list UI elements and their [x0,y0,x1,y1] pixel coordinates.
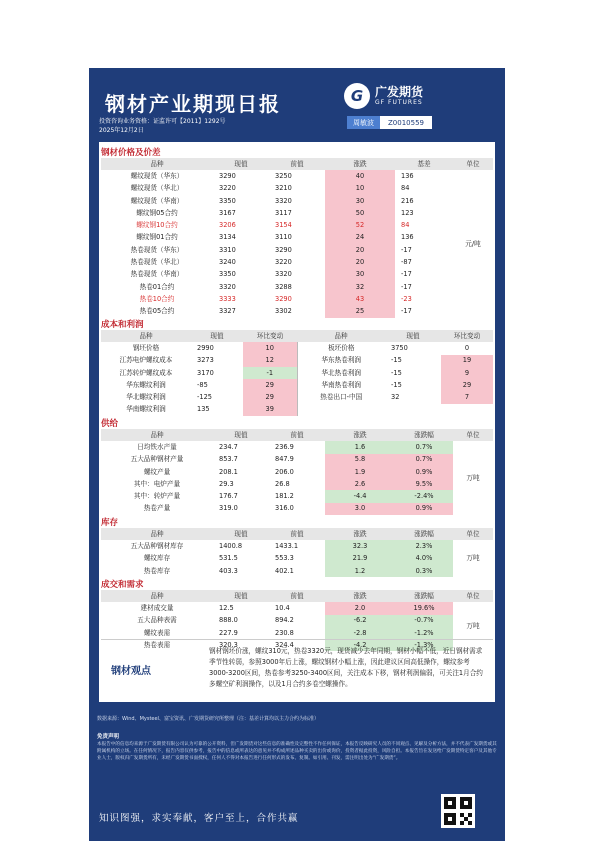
change-value: 25 [325,306,395,318]
table-row [101,490,493,502]
analyst-code: Z0010559 [380,116,432,129]
table-row [101,342,493,354]
change-value: 21.9 [325,553,395,565]
column-header: 单位 [453,528,493,540]
column-header: 涨跌 [325,590,395,602]
previous-value: 3320 [275,270,292,279]
item-change: -1 [243,367,297,379]
current-value: 3333 [219,294,236,303]
table-row [101,379,493,391]
change-pct: 0.3% [395,565,453,577]
current-value: 3350 [219,270,236,279]
item-name: 江苏电炉螺纹成本 [119,356,173,365]
change-value: 43 [325,293,395,305]
column-header: 现值 [213,158,269,170]
table-header-row [101,158,493,170]
table-row [101,355,493,367]
item-value: -15 [391,380,402,389]
current-value: 29.3 [219,479,234,488]
analyst-code-box [347,116,432,129]
current-value: 853.7 [219,455,238,464]
item-value: 3273 [197,356,214,365]
column-header: 品种 [297,330,385,342]
change-value: 30 [325,269,395,281]
current-value: 3206 [219,221,236,230]
previous-value: 230.8 [275,628,294,637]
current-value: 531.5 [219,554,238,563]
table-row [101,306,493,318]
change-pct: 0.9% [395,466,453,478]
basis-value: 84 [401,184,410,193]
column-header: 单位 [453,429,493,441]
qr-code-icon[interactable] [441,794,475,828]
row-name: 五大品种钢材库存 [130,541,184,550]
company-slogan: 知识图强，求实奉献，客户至上，合作共赢 [99,813,299,824]
item-change: 29 [243,379,297,391]
basis-value: -17 [401,245,412,254]
company-logo [344,82,464,110]
row-name: 五大品种表需 [137,616,177,625]
column-header: 现值 [191,330,243,342]
column-header: 单位 [453,590,493,602]
previous-value: 3154 [275,221,292,230]
inventory-table [101,528,493,577]
table-row [101,367,493,379]
change-value: 50 [325,207,395,219]
column-header: 前值 [269,590,325,602]
current-value: 227.9 [219,628,238,637]
item-name: 热卷出口-中国 [297,391,385,403]
current-value: 3290 [219,171,236,180]
current-value: 3310 [219,245,236,254]
previous-value: 3117 [275,208,292,217]
item-value: -85 [197,380,208,389]
row-name: 其中：转炉产量 [133,492,181,501]
table-row [101,293,493,305]
basis-value: -23 [401,294,412,303]
row-name: 螺纹现货（华南） [130,196,184,205]
market-view-label: 钢材观点 [111,666,151,677]
row-name: 热卷01合约 [139,282,175,291]
previous-value: 3220 [275,258,292,267]
item-name: 华东螺纹利润 [126,380,166,389]
report-title: 钢材产业期现日报 [105,92,281,116]
table-row [101,627,493,639]
column-header: 涨跌 [325,429,395,441]
table-row [101,565,493,577]
row-name: 螺纹产量 [143,467,171,476]
row-name: 螺纹现货（华北） [130,184,184,193]
current-value: 3320 [219,282,236,291]
table-row [101,602,493,614]
current-value: 3240 [219,258,236,267]
basis-value: 136 [401,171,414,180]
change-value: 2.6 [325,478,395,490]
report-date: 2025年12月2日 [99,127,144,134]
change-value: 2.0 [325,602,395,614]
table-row [101,183,493,195]
column-header: 前值 [269,158,325,170]
change-pct: 0.7% [395,441,453,453]
row-name: 热卷表需 [143,640,171,649]
change-value: 1.6 [325,441,395,453]
item-name [297,404,385,416]
column-header: 前值 [269,528,325,540]
row-name: 螺纹钢01合约 [136,233,178,242]
row-name: 建材成交量 [140,603,174,612]
change-value: 24 [325,232,395,244]
table-header-row [101,429,493,441]
item-value: 3750 [391,343,408,352]
previous-value: 3320 [275,196,292,205]
current-value: 319.0 [219,504,238,513]
item-name: 华北螺纹利润 [126,393,166,402]
previous-value: 3290 [275,294,292,303]
table-row [101,466,493,478]
change-value: -4.4 [325,490,395,502]
column-header: 涨跌 [325,528,395,540]
report-page [89,68,505,841]
basis-value: -17 [401,282,412,291]
change-pct: -1.3% [395,639,453,651]
table-row [101,615,493,627]
item-value: 3170 [197,368,214,377]
previous-value: 3302 [275,307,292,316]
logo-icon: G [344,83,370,109]
row-name: 螺纹现货（华东） [130,171,184,180]
license-info: 投资咨询业务资格：证监许可【2011】1292号 [99,118,226,125]
item-name: 华北热卷利润 [297,367,385,379]
column-header: 涨跌幅 [395,528,453,540]
basis-value: 84 [401,221,410,230]
change-value: 5.8 [325,454,395,466]
item-value: -15 [391,368,402,377]
item-value: -125 [197,393,212,402]
table-row [101,219,493,231]
table-row [101,454,493,466]
row-name: 热卷库存 [143,566,171,575]
change-pct: 0.9% [395,503,453,515]
column-header: 品种 [101,330,191,342]
table-row [101,281,493,293]
row-name: 螺纹钢10合约 [136,221,178,230]
table-header-row [101,330,493,342]
item-change: 29 [441,379,493,391]
column-header: 前值 [269,429,325,441]
column-header: 品种 [101,429,213,441]
table-row [101,232,493,244]
previous-value: 181.2 [275,492,294,501]
row-name: 日均铁水产量 [137,442,177,451]
change-pct: -1.2% [395,627,453,639]
current-value: 3220 [219,184,236,193]
item-change: 39 [243,404,297,416]
prices-table [101,158,493,318]
current-value: 3327 [219,307,236,316]
market-view-text: 钢材钢坯价涨，螺纹310元，热卷3320元，现货减少去年同期，钢材小幅不低，近日钢材需求季节性转弱，参照3000年后上涨，螺纹钢材小幅上涨，因此建议区间高低操作，螺纹参考3000-3200区间，热卷参考3250-3400区间，关注成本下移，钢材利润偏弱，可关注1月合约多螺空矿利润操作，以及1月合约多卷空螺操作。 [209,647,483,688]
change-value: 52 [325,219,395,231]
column-header: 品种 [101,528,213,540]
row-name: 热卷产量 [143,504,171,513]
row-name: 螺纹表需 [143,628,171,637]
item-name: 江苏转炉螺纹成本 [119,368,173,377]
item-name: 钢坯价格 [132,343,160,352]
previous-value: 3250 [275,171,292,180]
market-view [101,639,493,695]
change-pct: 0.7% [395,454,453,466]
change-value: 20 [325,244,395,256]
disclaimer-text: 本报告中的信息均来源于广发期货有限公司认为可靠的公开资料，但广发期货对这些信息的准确性及完整性不作任何保证，本报告反映研究人员的不同观点、见解及分析方法，并不代表广发期货或其附属机构的立场。在任何情况下，报告内容仅供参考，报告中的信息或所表达的意见并不构成所述品种买卖的出价或询价，投资者据此投资，风险自担。本报告旨在发送给广发期货特定客户及其他专业人士，版权归广发期货所有，未经广发期货书面授权，任何人不得对本报告进行任何形式的发布、复制。如引用、刊发，需注明出处为“广发期货”。 [97,742,497,761]
previous-value: 236.9 [275,442,294,451]
change-value: 10 [325,183,395,195]
unit-label: 万吨 [466,554,480,563]
basis-value: 136 [401,233,414,242]
item-name: 板坯价格 [297,342,385,354]
basis-value: -17 [401,307,412,316]
change-pct: 19.6% [395,602,453,614]
current-value: 3350 [219,196,236,205]
previous-value: 894.2 [275,616,294,625]
basis-value: -87 [401,258,412,267]
previous-value: 316.0 [275,504,294,513]
column-header: 现值 [213,590,269,602]
section-title-cost: 成本和利润 [101,320,144,330]
table-row [101,404,493,416]
table-row [101,391,493,403]
report-card [99,142,495,702]
item-name: 华南螺纹利润 [126,405,166,414]
change-value: 32.3 [325,540,395,552]
change-pct: -2.4% [395,490,453,502]
table-row [101,207,493,219]
item-change: 7 [441,391,493,403]
column-header: 基差 [395,158,453,170]
column-header: 涨跌幅 [395,429,453,441]
column-header: 品种 [101,590,213,602]
item-value [385,404,441,416]
unit-label: 万吨 [466,622,480,631]
row-name: 五大品种钢材产量 [130,455,184,464]
cost-table [101,330,493,416]
item-value: 32 [391,393,400,402]
change-value: 30 [325,195,395,207]
change-value: 20 [325,256,395,268]
row-name: 热卷10合约 [139,294,175,303]
column-header: 涨跌幅 [395,590,453,602]
item-change: 12 [243,355,297,367]
item-name: 华东热卷利润 [297,355,385,367]
current-value: 1400.8 [219,541,243,550]
table-header-row [101,590,493,602]
item-change: 10 [243,342,297,354]
previous-value: 847.9 [275,455,294,464]
current-value: 3134 [219,233,236,242]
table-header-row [101,528,493,540]
table-row [101,244,493,256]
row-name: 螺纹库存 [143,554,171,563]
disclaimer-title: 免责声明 [97,734,120,740]
unit-label: 万吨 [466,473,480,482]
column-header: 现值 [213,429,269,441]
logo-name-en: GF FUTURES [375,99,423,106]
previous-value: 1433.1 [275,541,299,550]
change-value: -2.8 [325,627,395,639]
column-header: 单位 [453,158,493,170]
previous-value: 3288 [275,282,292,291]
current-value: 234.7 [219,442,238,451]
table-row [101,269,493,281]
basis-value: 216 [401,196,414,205]
change-value: 32 [325,281,395,293]
change-value: -4.2 [325,639,395,651]
table-row [101,256,493,268]
item-change: 19 [441,355,493,367]
row-name: 其中：电炉产量 [133,479,181,488]
change-value: 1.9 [325,466,395,478]
logo-name-cn: 广发期货 [375,85,424,99]
supply-table [101,429,493,515]
row-name: 螺纹钢05合约 [136,208,178,217]
previous-value: 324.4 [275,640,294,649]
table-row [101,553,493,565]
table-row [101,540,493,552]
item-change [441,404,493,416]
item-name: 华南热卷利润 [297,379,385,391]
change-value: 3.0 [325,503,395,515]
current-value: 320.3 [219,640,238,649]
previous-value: 3110 [275,233,292,242]
previous-value: 3290 [275,245,292,254]
change-value: 1.2 [325,565,395,577]
table-row [101,195,493,207]
current-value: 176.7 [219,492,238,501]
current-value: 12.5 [219,603,234,612]
section-title-inventory: 库存 [101,518,119,528]
table-row [101,478,493,490]
item-value: 2990 [197,343,214,352]
section-title-prices: 钢材价格及价差 [101,148,161,158]
basis-value: 123 [401,208,414,217]
column-header: 环比变动 [441,330,493,342]
row-name: 热卷现货（华北） [130,258,184,267]
analyst-name: 周敏波 [347,116,380,129]
table-row [101,441,493,453]
row-name: 热卷05合约 [139,307,175,316]
change-value: 40 [325,170,395,182]
item-change: 9 [441,367,493,379]
change-pct: 4.0% [395,553,453,565]
item-change: 29 [243,391,297,403]
section-title-supply: 供给 [101,419,119,429]
current-value: 208.1 [219,467,238,476]
current-value: 888.0 [219,616,238,625]
previous-value: 553.3 [275,554,294,563]
column-header: 环比变动 [243,330,297,342]
change-pct: 2.3% [395,540,453,552]
column-header: 现值 [213,528,269,540]
item-value: 135 [197,405,210,414]
change-pct: 9.5% [395,478,453,490]
row-name: 热卷现货（华南） [130,270,184,279]
current-value: 3167 [219,208,236,217]
current-value: 403.3 [219,566,238,575]
previous-value: 10.4 [275,603,290,612]
change-pct: -0.7% [395,615,453,627]
previous-value: 26.8 [275,479,290,488]
column-header: 涨跌 [325,158,395,170]
column-header: 现值 [385,330,441,342]
change-value: -6.2 [325,615,395,627]
table-row [101,503,493,515]
column-header: 品种 [101,158,213,170]
table-row [101,170,493,182]
previous-value: 402.1 [275,566,294,575]
basis-value: -17 [401,270,412,279]
item-change: 0 [464,343,470,352]
previous-value: 206.0 [275,467,294,476]
unit-label: 元/吨 [465,239,481,248]
data-source: 数据来源：Wind、Mysteel、富宝资讯、广发期货研究所整理（注：基差计算均以主力合约为标准） [97,716,319,722]
section-title-demand: 成交和需求 [101,580,144,590]
item-value: -15 [391,356,402,365]
row-name: 热卷现货（华东） [130,245,184,254]
previous-value: 3210 [275,184,292,193]
